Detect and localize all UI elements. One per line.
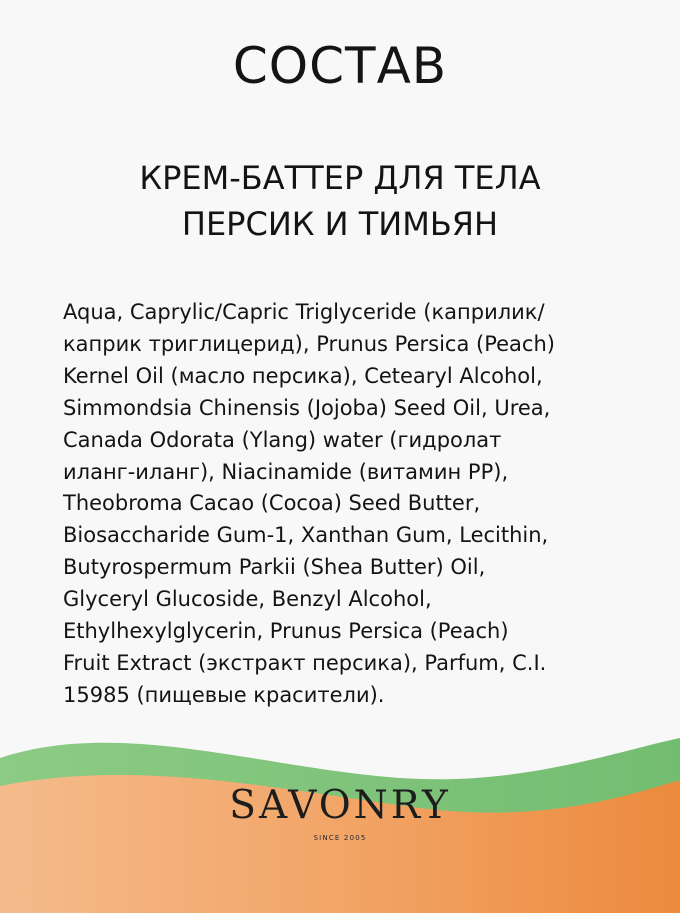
ingredients-line: иланг-иланг), Niacinamide (витамин PP),: [63, 459, 509, 484]
ingredients-line: Theobroma Cacao (Cocoa) Seed Butter,: [63, 491, 481, 516]
ingredients-line: Ethylhexylglycerin, Prunus Persica (Peach): [63, 619, 509, 644]
ingredients-line: каприк триглицерид), Prunus Persica (Peach): [63, 331, 555, 356]
ingredients-line: Biosaccharide Gum-1, Xanthan Gum, Lecithin,: [63, 523, 549, 548]
ingredients-line: Aqua, Caprylic/Capric Triglyceride (каприлик/: [63, 300, 545, 324]
product-title-line-1: КРЕМ-БАТТЕР ДЛЯ ТЕЛА: [139, 159, 541, 197]
product-title: [0, 155, 680, 247]
page-title: СОСТАВ: [232, 37, 448, 95]
ingredients-list: [63, 297, 653, 712]
ingredients-line: Fruit Extract (экстракт персика), Parfum, C.I.: [63, 650, 547, 675]
brand-since: SINCE 2005: [313, 834, 367, 842]
ingredients-line: Simmondsia Chinensis (Jojoba) Seed Oil, Urea,: [63, 395, 551, 420]
ingredients-line: 15985 (пищевые красители).: [63, 682, 385, 707]
brand-logo: SAVONRY: [229, 783, 451, 828]
ingredients-line: Kernel Oil (масло персика), Cetearyl Alcohol,: [63, 363, 543, 388]
product-title-line-2: ПЕРСИК И ТИМЬЯН: [181, 205, 499, 243]
ingredients-line: Glyceryl Glucoside, Benzyl Alcohol,: [63, 587, 432, 612]
ingredients-line: Butyrospermum Parkii (Shea Butter) Oil,: [63, 555, 486, 580]
ingredients-line: Canada Odorata (Ylang) water (гидролат: [63, 427, 502, 452]
